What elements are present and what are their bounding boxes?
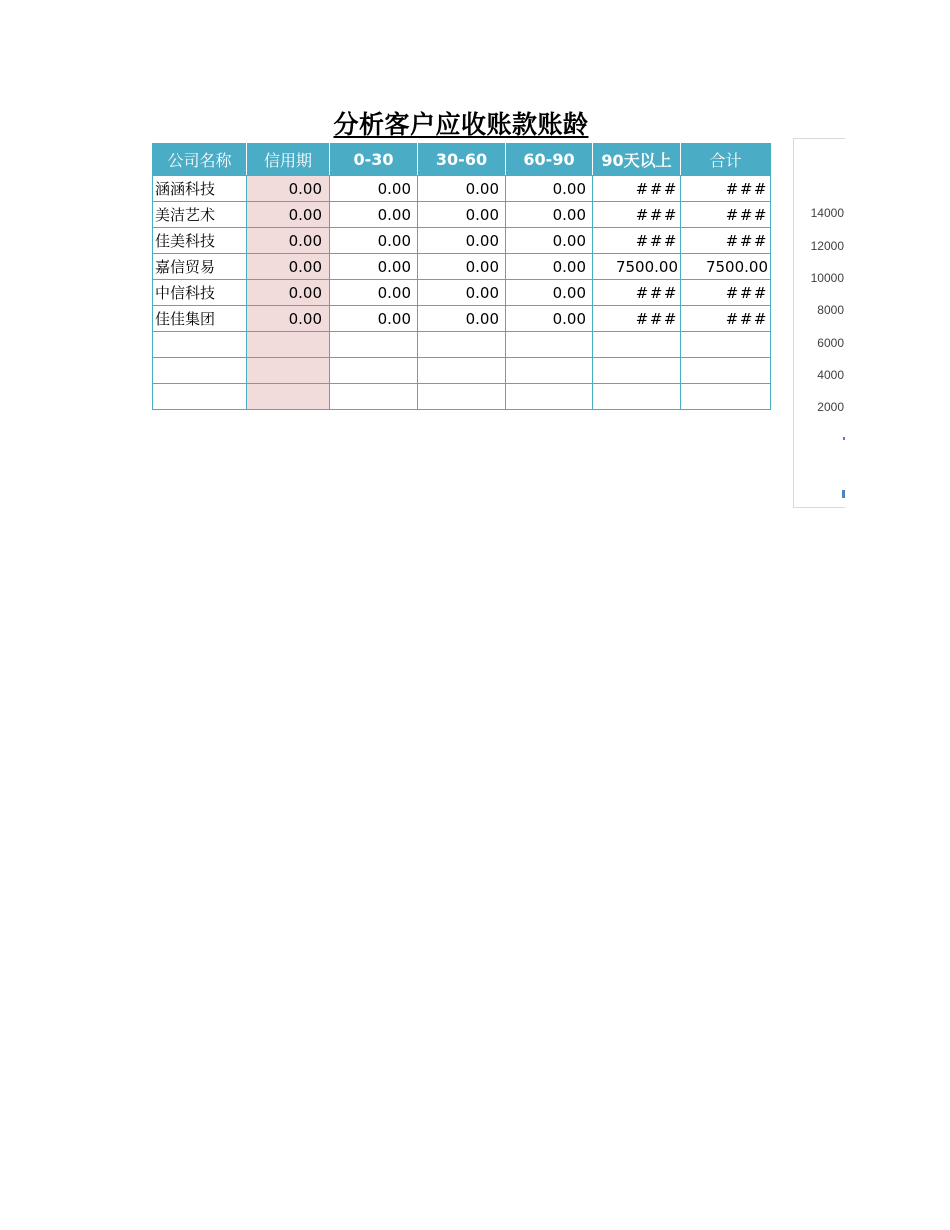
- credit-cell[interactable]: 0.00: [247, 228, 330, 254]
- company-name-cell[interactable]: 美洁艺术: [153, 202, 247, 228]
- aging-chart[interactable]: [793, 138, 845, 508]
- credit-cell[interactable]: 0.00: [247, 306, 330, 332]
- y-tick-label: 12000: [810, 239, 844, 253]
- bucket-30-60-cell[interactable]: 0.00: [418, 254, 506, 280]
- chart-legend-mark: [842, 490, 845, 498]
- bucket-0-30-cell[interactable]: 0.00: [330, 176, 418, 202]
- bucket-90-plus-cell[interactable]: 7500.00: [593, 254, 681, 280]
- col-header-credit[interactable]: 信用期: [247, 144, 330, 176]
- col-header-company[interactable]: 公司名称: [153, 144, 247, 176]
- col-header-90-plus[interactable]: 90天以上: [593, 144, 681, 176]
- total-cell[interactable]: 7500.00: [681, 254, 771, 280]
- company-name-cell[interactable]: 嘉信贸易: [153, 254, 247, 280]
- bucket-90-plus-cell[interactable]: ###: [593, 176, 681, 202]
- bucket-90-plus-cell[interactable]: ###: [593, 306, 681, 332]
- bucket-30-60-cell[interactable]: 0.00: [418, 306, 506, 332]
- y-tick-label: 2000: [817, 400, 844, 414]
- total-cell[interactable]: ###: [681, 306, 771, 332]
- bucket-60-90-cell[interactable]: 0.00: [506, 254, 593, 280]
- col-header-0-30[interactable]: 0-30: [330, 144, 418, 176]
- bucket-90-plus-cell[interactable]: ###: [593, 228, 681, 254]
- total-cell[interactable]: ###: [681, 228, 771, 254]
- bucket-30-60-cell[interactable]: 0.00: [418, 280, 506, 306]
- bucket-0-30-cell[interactable]: 0.00: [330, 306, 418, 332]
- bucket-30-60-cell[interactable]: 0.00: [418, 202, 506, 228]
- col-header-total[interactable]: 合计: [681, 144, 771, 176]
- sheet-title: 分析客户应收账款账龄: [333, 110, 589, 139]
- bucket-0-30-cell[interactable]: 0.00: [330, 254, 418, 280]
- credit-cell[interactable]: 0.00: [247, 202, 330, 228]
- bucket-60-90-cell[interactable]: 0.00: [506, 306, 593, 332]
- col-header-30-60[interactable]: 30-60: [418, 144, 506, 176]
- y-tick-label: 6000: [817, 336, 844, 350]
- col-header-60-90[interactable]: 60-90: [506, 144, 593, 176]
- y-tick-label: 4000: [817, 368, 844, 382]
- credit-cell[interactable]: 0.00: [247, 254, 330, 280]
- credit-cell[interactable]: 0.00: [247, 280, 330, 306]
- bucket-30-60-cell[interactable]: 0.00: [418, 176, 506, 202]
- bucket-60-90-cell[interactable]: 0.00: [506, 280, 593, 306]
- bucket-60-90-cell[interactable]: 0.00: [506, 176, 593, 202]
- credit-cell[interactable]: 0.00: [247, 176, 330, 202]
- bucket-90-plus-cell[interactable]: ###: [593, 202, 681, 228]
- y-tick-label: 8000: [817, 303, 844, 317]
- bucket-0-30-cell[interactable]: 0.00: [330, 228, 418, 254]
- company-name-cell[interactable]: 佳佳集团: [153, 306, 247, 332]
- bucket-90-plus-cell[interactable]: ###: [593, 280, 681, 306]
- total-cell[interactable]: ###: [681, 280, 771, 306]
- bucket-60-90-cell[interactable]: 0.00: [506, 228, 593, 254]
- total-cell[interactable]: ###: [681, 176, 771, 202]
- total-cell[interactable]: ###: [681, 202, 771, 228]
- bucket-60-90-cell[interactable]: 0.00: [506, 202, 593, 228]
- company-name-cell[interactable]: 中信科技: [153, 280, 247, 306]
- company-name-cell[interactable]: 涵涵科技: [153, 176, 247, 202]
- bucket-0-30-cell[interactable]: 0.00: [330, 280, 418, 306]
- company-name-cell[interactable]: 佳美科技: [153, 228, 247, 254]
- bucket-30-60-cell[interactable]: 0.00: [418, 228, 506, 254]
- chart-series-mark: [843, 437, 845, 440]
- y-tick-label: 14000: [810, 206, 844, 220]
- bucket-0-30-cell[interactable]: 0.00: [330, 202, 418, 228]
- y-tick-label: 10000: [810, 271, 844, 285]
